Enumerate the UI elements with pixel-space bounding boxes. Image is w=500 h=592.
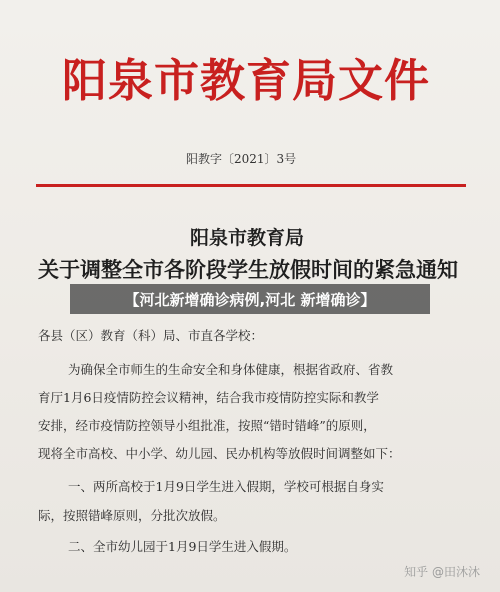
body-line: 安排，经市疫情防控领导小组批准，按照“错时错峰”的原则， [38, 418, 376, 433]
body-line-item-2: 二、全市幼儿园于1月9日学生进入假期。 [68, 539, 297, 554]
issuer-name: 阳泉市教育局 [190, 227, 305, 249]
body-line: 际，按照错峰原则，分批次放假。 [38, 508, 226, 523]
body-line-item-1: 一、两所高校于1月9日学生进入假期，学校可根据自身实 [68, 479, 384, 494]
source-watermark [404, 563, 480, 580]
red-divider-line [36, 184, 466, 187]
notice-title: 关于调整全市各阶段学生放假时间的紧急通知 [38, 257, 458, 282]
faded-header-show-through [118, 6, 438, 26]
headline-banner: 【河北新增确诊病例,河北 新增确诊】 [70, 284, 430, 314]
body-line: 育厅1月6日疫情防控会议精神，结合我市疫情防控实际和教学 [38, 390, 379, 405]
document-number: 阳教字〔2021〕3号 [186, 152, 297, 166]
body-line-salutation: 各县（区）教育（科）局、市直各学校： [38, 328, 264, 343]
watermark-text: 知乎 @田沐沐 [404, 565, 480, 579]
document-header-title: 阳泉市教育局文件 [62, 54, 431, 107]
body-line: 为确保全市师生的生命安全和身体健康，根据省政府、省教 [68, 362, 394, 377]
body-line: 现将全市高校、中小学、幼儿园、民办机构等放假时间调整如下： [38, 446, 401, 461]
